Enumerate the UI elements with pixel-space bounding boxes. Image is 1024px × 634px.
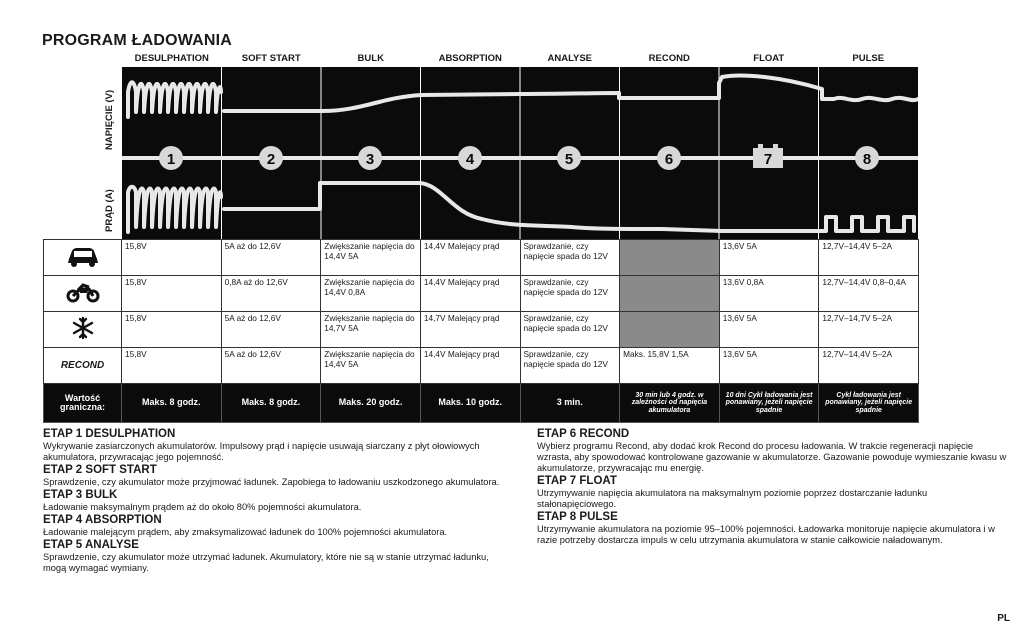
table-cell: 13,6V 5A [719, 348, 819, 384]
table-cell: 15,8V [122, 276, 222, 312]
row-icon-cell [44, 276, 122, 312]
table-cell: 12,7V–14,7V 5–2A [819, 312, 919, 348]
stage-header: RECOND [648, 53, 690, 64]
table-cell: 14,7V Malejący prąd [420, 312, 520, 348]
stage-header: FLOAT [753, 53, 785, 64]
stage-header: PULSE [852, 53, 885, 64]
table-cell: 5A aż do 12,6V [221, 348, 321, 384]
table-cell: 12,7V–14,4V 5–2A [819, 348, 919, 384]
table-cell: 13,6V 5A [719, 312, 819, 348]
stage-header: DESULPHATION [134, 53, 209, 64]
row-icon-cell [44, 348, 122, 384]
table-cell: Maks. 15,8V 1,5A [620, 348, 720, 384]
steps-description-left [43, 428, 513, 575]
step-text: Utrzymywanie akumulatora na poziomie 95–100% pojemności. Ładowarka monitoruje napięcie akumulatora i w razie potrzeby dostarcza impuls w celu utrzymania akumulatora w stanie całkowicie naładowanym. [537, 524, 995, 545]
step-number: 5 [564, 151, 574, 168]
step-title: ETAP 4 ABSORPTION [43, 514, 162, 526]
table-cell: 13,6V 0,8A [719, 276, 819, 312]
step-title: ETAP 8 PULSE [537, 511, 618, 523]
row-icon-cell [44, 240, 122, 276]
step-title: ETAP 6 RECOND [537, 428, 630, 440]
recond-row-label: RECOND [60, 359, 105, 371]
step-text: Sprawdzenie, czy akumulator może przyjmować ładunek. Zapobiega to ładowaniu uszkodzonego akumulatora. [43, 477, 500, 487]
limit-cell: 3 min. [520, 384, 620, 423]
step-number: 8 [862, 151, 872, 168]
step-number: 1 [166, 151, 176, 168]
step-number: 2 [266, 151, 276, 168]
table-row [44, 312, 919, 348]
stage-header: ABSORPTION [438, 53, 502, 64]
voltage-curve-main [224, 76, 918, 112]
table-cell: Sprawdzanie, czy napięcie spada do 12V [520, 348, 620, 384]
step-title: ETAP 7 FLOAT [537, 475, 617, 487]
table-cell: 14,4V Malejący prąd [420, 348, 520, 384]
voltage-curve-desulphation [128, 82, 221, 117]
current-curve-main [224, 183, 914, 231]
table-cell: 15,8V [122, 348, 222, 384]
step-text: Ładowanie malejącym prądem, aby zmaksymalizować ładunek do 100% pojemności akumulatora. [43, 527, 448, 537]
limit-cell: Maks. 10 godz. [420, 384, 520, 423]
limits-label: Wartość graniczna: [44, 384, 122, 423]
step-title: ETAP 2 SOFT START [43, 464, 157, 476]
table-cell: Sprawdzanie, czy napięcie spada do 12V [520, 276, 620, 312]
table-cell: Zwiększanie napięcia do 14,7V 5A [321, 312, 421, 348]
table-cell: 0,8A aż do 12,6V [221, 276, 321, 312]
table-cell: 13,6V 5A [719, 240, 819, 276]
charging-parameters-table [43, 239, 919, 423]
table-cell: Zwiększanie napięcia do 14,4V 5A [321, 240, 421, 276]
limit-cell: 10 dni Cykl ładowania jest ponawiany, jeżeli napięcie spadnie [719, 384, 819, 423]
table-cell: Zwiększanie napięcia do 14,4V 0,8A [321, 276, 421, 312]
stage-header: BULK [357, 53, 384, 64]
row-icon-cell [44, 312, 122, 348]
snowflake-icon [71, 316, 95, 340]
table-cell: 12,7V–14,4V 0,8–0,4A [819, 276, 919, 312]
stage-header: SOFT START [241, 53, 301, 64]
table-row [44, 348, 919, 384]
current-curve-desulphation [128, 187, 221, 232]
table-cell: 5A aż do 12,6V [221, 240, 321, 276]
step-number: 3 [365, 151, 375, 168]
step-text: Wykrywanie zasiarczonych akumulatorów. Impulsowy prąd i napięcie usuwają siarczany z płyt ołowiowych akumulatora, przywracając jego pojemność. [43, 441, 480, 462]
table-cell-empty [620, 276, 720, 312]
table-cell: 14,4V Malejący prąd [420, 276, 520, 312]
step-number: 4 [465, 151, 475, 168]
table-cell: Sprawdzanie, czy napięcie spada do 12V [520, 312, 620, 348]
step-title: ETAP 3 BULK [43, 489, 118, 501]
step-title: ETAP 1 DESULPHATION [43, 428, 176, 440]
steps-description-right [537, 428, 1007, 547]
step-number: 6 [664, 151, 674, 168]
voltage-axis-label: NAPIĘCIE (V) [104, 89, 115, 150]
charging-curves [122, 67, 918, 239]
table-cell: 15,8V [122, 240, 222, 276]
step-text: Sprawdzenie, czy akumulator może utrzymać ładunek. Akumulatory, które nie są w stanie utrzymać ładunku, mogą wymagać wymiany. [43, 552, 489, 573]
step-text: Utrzymywanie napięcia akumulatora na maksymalnym poziomie poprzez dostarczanie ładunku stałonapięciowego. [537, 488, 928, 509]
table-row [44, 240, 919, 276]
language-code: PL [997, 613, 1010, 624]
step-text: Ładowanie maksymalnym prądem aż do około 80% pojemności akumulatora. [43, 502, 362, 512]
limit-cell: Cykl ładowania jest ponawiany, jeżeli napięcie spadnie [819, 384, 919, 423]
step-number: 7 [763, 151, 773, 168]
table-cell: 5A aż do 12,6V [221, 312, 321, 348]
motorcycle-icon [65, 281, 101, 303]
stage-headers [122, 53, 918, 67]
current-axis-label: PRĄD (A) [104, 189, 115, 232]
table-cell-empty [620, 312, 720, 348]
car-icon [65, 245, 101, 267]
limit-cell: Maks. 8 godz. [122, 384, 222, 423]
table-cell: Zwiększanie napięcia do 14,4V 5A [321, 348, 421, 384]
limits-row [44, 384, 919, 423]
step-title: ETAP 5 ANALYSE [43, 539, 139, 551]
limit-cell: 30 min lub 4 godz. w zależności od napięcia akumulatora [620, 384, 720, 423]
table-cell: Sprawdzanie, czy napięcie spada do 12V [520, 240, 620, 276]
table-cell: 14,4V Malejący prąd [420, 240, 520, 276]
stage-header: ANALYSE [547, 53, 593, 64]
charging-diagram [122, 67, 918, 239]
table-cell-empty [620, 240, 720, 276]
table-cell: 15,8V [122, 312, 222, 348]
table-cell: 12,7V–14,4V 5–2A [819, 240, 919, 276]
limit-cell: Maks. 20 godz. [321, 384, 421, 423]
table-row [44, 276, 919, 312]
step-text: Wybierz programu Recond, aby dodać krok Recond do procesu ładowania. W trakcie regeneracji napięcie wzrasta, aby spowodować kontrolowane gazowanie w akumulatorze. Gazowanie powoduje wymieszanie kwasu w akumulatorze, przywracając mu energię. [537, 441, 1007, 473]
limit-cell: Maks. 8 godz. [221, 384, 321, 423]
page-title: PROGRAM ŁADOWANIA [42, 32, 233, 49]
